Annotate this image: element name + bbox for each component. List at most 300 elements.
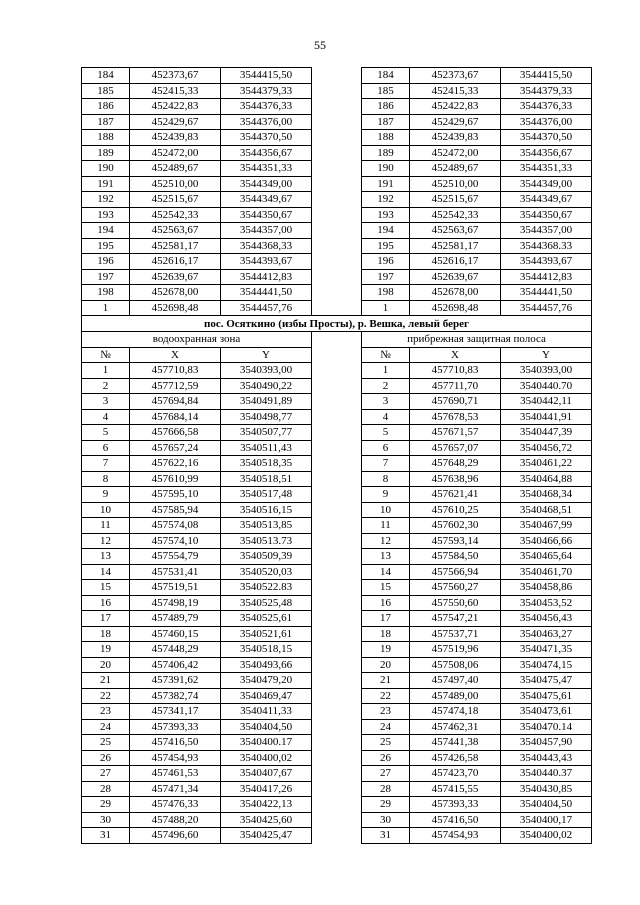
right-x-cell: 457566,94 <box>410 564 501 580</box>
right-num-cell: 29 <box>362 797 410 813</box>
table-row <box>82 176 592 192</box>
right-x-cell: 457550,60 <box>410 595 501 611</box>
right-x-cell: 457462,31 <box>410 719 501 735</box>
left-y-cell: 3540525,61 <box>221 611 312 627</box>
left-num-cell: 5 <box>82 425 130 441</box>
right-y-cell: 3544370,50 <box>501 130 592 146</box>
right-y-cell: 3540467,99 <box>501 518 592 534</box>
left-x-cell: 457712,59 <box>130 378 221 394</box>
right-num-cell: 3 <box>362 394 410 410</box>
left-y-cell: 3540490,22 <box>221 378 312 394</box>
right-num-cell: 22 <box>362 688 410 704</box>
right-y-cell: 3544415,50 <box>501 68 592 84</box>
left-x-cell: 452639,67 <box>130 269 221 285</box>
column-gap <box>312 750 362 766</box>
left-y-cell: 3540393,00 <box>221 363 312 379</box>
left-num-header: № <box>82 347 130 363</box>
left-y-cell: 3540525,48 <box>221 595 312 611</box>
right-num-cell: 11 <box>362 518 410 534</box>
left-num-cell: 25 <box>82 735 130 751</box>
right-y-cell: 3540430,85 <box>501 781 592 797</box>
left-y-cell: 3540411,33 <box>221 704 312 720</box>
left-x-cell: 457461,53 <box>130 766 221 782</box>
right-x-cell: 452373,67 <box>410 68 501 84</box>
column-gap <box>312 812 362 828</box>
left-x-cell: 457416,50 <box>130 735 221 751</box>
left-y-cell: 3540513,85 <box>221 518 312 534</box>
table-row <box>82 766 592 782</box>
right-num-cell: 2 <box>362 378 410 394</box>
left-x-cell: 457657,24 <box>130 440 221 456</box>
right-num-cell: 26 <box>362 750 410 766</box>
right-y-cell: 3544376,00 <box>501 114 592 130</box>
left-x-cell: 457391,62 <box>130 673 221 689</box>
right-y-cell: 3540441,91 <box>501 409 592 425</box>
left-y-cell: 3540425,47 <box>221 828 312 844</box>
table-row <box>82 580 592 596</box>
left-x-cell: 457622,16 <box>130 456 221 472</box>
left-y-cell: 3540517,48 <box>221 487 312 503</box>
column-gap <box>312 673 362 689</box>
page-number: 55 <box>314 38 326 52</box>
left-num-cell: 11 <box>82 518 130 534</box>
left-x-cell: 457574,10 <box>130 533 221 549</box>
left-y-cell: 3540507,77 <box>221 425 312 441</box>
right-num-cell: 190 <box>362 161 410 177</box>
column-gap <box>312 223 362 239</box>
right-y-cell: 3544356,67 <box>501 145 592 161</box>
right-y-cell: 3540447,39 <box>501 425 592 441</box>
right-num-cell: 10 <box>362 502 410 518</box>
left-num-cell: 195 <box>82 238 130 254</box>
left-y-cell: 3544349,67 <box>221 192 312 208</box>
left-y-cell: 3540498,77 <box>221 409 312 425</box>
left-y-cell: 3544393,67 <box>221 254 312 270</box>
column-gap <box>312 130 362 146</box>
right-x-cell: 452616,17 <box>410 254 501 270</box>
right-y-cell: 3540468,34 <box>501 487 592 503</box>
right-y-cell: 3540475,61 <box>501 688 592 704</box>
right-y-cell: 3544350,67 <box>501 207 592 223</box>
right-y-cell: 3540440.37 <box>501 766 592 782</box>
left-num-cell: 189 <box>82 145 130 161</box>
left-x-cell: 457666,58 <box>130 425 221 441</box>
left-num-cell: 196 <box>82 254 130 270</box>
right-x-cell: 452542,33 <box>410 207 501 223</box>
section-title: пос. Осяткино (избы Просты), р. Вешка, левый берег <box>82 316 592 332</box>
left-y-cell: 3544415,50 <box>221 68 312 84</box>
column-gap <box>312 642 362 658</box>
left-num-cell: 6 <box>82 440 130 456</box>
right-num-cell: 192 <box>362 192 410 208</box>
right-y-cell: 3540453,52 <box>501 595 592 611</box>
table-row <box>82 83 592 99</box>
left-num-cell: 21 <box>82 673 130 689</box>
left-y-cell: 3544356,67 <box>221 145 312 161</box>
column-gap <box>312 518 362 534</box>
left-y-cell: 3540518,51 <box>221 471 312 487</box>
column-gap <box>312 688 362 704</box>
right-num-cell: 198 <box>362 285 410 301</box>
right-x-cell: 452472,00 <box>410 145 501 161</box>
left-x-cell: 452515,67 <box>130 192 221 208</box>
right-x-cell: 452415,33 <box>410 83 501 99</box>
right-x-cell: 452515,67 <box>410 192 501 208</box>
table-row <box>82 145 592 161</box>
left-y-cell: 3540400.17 <box>221 735 312 751</box>
right-num-cell: 184 <box>362 68 410 84</box>
table-row <box>82 735 592 751</box>
column-gap <box>312 363 362 379</box>
right-x-cell: 457711,70 <box>410 378 501 394</box>
right-x-cell: 457489,00 <box>410 688 501 704</box>
left-num-cell: 184 <box>82 68 130 84</box>
right-y-cell: 3540466,66 <box>501 533 592 549</box>
column-gap <box>312 580 362 596</box>
table-row <box>82 704 592 720</box>
right-num-cell: 187 <box>362 114 410 130</box>
right-y-cell: 3544457,76 <box>501 300 592 316</box>
right-y-cell: 3544379,33 <box>501 83 592 99</box>
left-num-cell: 22 <box>82 688 130 704</box>
table-row <box>82 564 592 580</box>
right-num-cell: 30 <box>362 812 410 828</box>
right-num-cell: 8 <box>362 471 410 487</box>
right-num-cell: 12 <box>362 533 410 549</box>
right-x-cell: 452698,48 <box>410 300 501 316</box>
table-row <box>82 99 592 115</box>
right-y-cell: 3540440.70 <box>501 378 592 394</box>
left-num-cell: 17 <box>82 611 130 627</box>
left-x-cell: 457595,10 <box>130 487 221 503</box>
left-num-cell: 27 <box>82 766 130 782</box>
column-gap <box>312 781 362 797</box>
left-num-cell: 192 <box>82 192 130 208</box>
left-x-cell: 457694,84 <box>130 394 221 410</box>
table-row <box>82 828 592 844</box>
right-y-cell: 3540464,88 <box>501 471 592 487</box>
left-num-cell: 7 <box>82 456 130 472</box>
right-num-cell: 19 <box>362 642 410 658</box>
column-gap <box>312 378 362 394</box>
column-gap <box>312 828 362 844</box>
left-num-cell: 188 <box>82 130 130 146</box>
left-num-cell: 24 <box>82 719 130 735</box>
left-num-cell: 190 <box>82 161 130 177</box>
right-y-cell: 3540400,17 <box>501 812 592 828</box>
left-num-cell: 28 <box>82 781 130 797</box>
left-num-cell: 15 <box>82 580 130 596</box>
column-gap <box>312 394 362 410</box>
left-y-cell: 3540407,67 <box>221 766 312 782</box>
right-x-cell: 457441,38 <box>410 735 501 751</box>
table-row <box>82 363 592 379</box>
left-x-cell: 452563,67 <box>130 223 221 239</box>
left-num-cell: 193 <box>82 207 130 223</box>
left-x-cell: 457585,94 <box>130 502 221 518</box>
column-gap <box>312 440 362 456</box>
right-num-cell: 186 <box>362 99 410 115</box>
right-num-cell: 21 <box>362 673 410 689</box>
left-y-cell: 3540509,39 <box>221 549 312 565</box>
right-x-cell: 452510,00 <box>410 176 501 192</box>
coordinates-table <box>81 67 592 844</box>
table-row <box>82 797 592 813</box>
right-num-cell: 4 <box>362 409 410 425</box>
column-gap <box>312 549 362 565</box>
left-y-cell: 3544441,50 <box>221 285 312 301</box>
right-y-cell: 3540471,35 <box>501 642 592 658</box>
right-y-cell: 3540463,27 <box>501 626 592 642</box>
left-num-cell: 198 <box>82 285 130 301</box>
table-row <box>82 269 592 285</box>
right-num-cell: 193 <box>362 207 410 223</box>
left-x-cell: 452439,83 <box>130 130 221 146</box>
right-x-cell: 457690,71 <box>410 394 501 410</box>
column-gap <box>312 456 362 472</box>
table-row <box>82 394 592 410</box>
column-gap <box>312 626 362 642</box>
right-x-cell: 457602,30 <box>410 518 501 534</box>
right-num-cell: 189 <box>362 145 410 161</box>
table-row <box>82 595 592 611</box>
right-x-cell: 457497,40 <box>410 673 501 689</box>
left-y-cell: 3540422,13 <box>221 797 312 813</box>
left-y-cell: 3540522.83 <box>221 580 312 596</box>
table-row <box>82 440 592 456</box>
right-y-cell: 3544349,00 <box>501 176 592 192</box>
table-row <box>82 781 592 797</box>
table-row <box>82 642 592 658</box>
left-num-cell: 12 <box>82 533 130 549</box>
left-y-cell: 3544412,83 <box>221 269 312 285</box>
top-rows <box>82 68 592 316</box>
right-num-cell: 196 <box>362 254 410 270</box>
right-num-cell: 31 <box>362 828 410 844</box>
column-gap <box>312 176 362 192</box>
right-x-cell: 452581,17 <box>410 238 501 254</box>
column-gap <box>312 332 362 348</box>
column-gap <box>312 797 362 813</box>
right-x-cell: 452489,67 <box>410 161 501 177</box>
left-x-cell: 457454,93 <box>130 750 221 766</box>
left-x-cell: 457554,79 <box>130 549 221 565</box>
left-x-cell: 457531,41 <box>130 564 221 580</box>
table-row <box>82 207 592 223</box>
left-num-cell: 187 <box>82 114 130 130</box>
right-x-cell: 457508,06 <box>410 657 501 673</box>
right-num-cell: 191 <box>362 176 410 192</box>
right-x-cell: 457678,53 <box>410 409 501 425</box>
right-num-cell: 24 <box>362 719 410 735</box>
right-y-cell: 3540404,50 <box>501 797 592 813</box>
left-y-cell: 3544379,33 <box>221 83 312 99</box>
column-gap <box>312 145 362 161</box>
column-gap <box>312 502 362 518</box>
column-gap <box>312 471 362 487</box>
column-gap <box>312 719 362 735</box>
left-num-cell: 9 <box>82 487 130 503</box>
right-num-cell: 9 <box>362 487 410 503</box>
section-header <box>82 316 592 363</box>
right-num-cell: 7 <box>362 456 410 472</box>
left-num-cell: 4 <box>82 409 130 425</box>
table-row <box>82 487 592 503</box>
left-num-cell: 20 <box>82 657 130 673</box>
table-row <box>82 719 592 735</box>
left-num-cell: 26 <box>82 750 130 766</box>
left-y-cell: 3544357,00 <box>221 223 312 239</box>
column-headers-row <box>82 347 592 363</box>
column-gap <box>312 704 362 720</box>
table-row <box>82 688 592 704</box>
right-x-cell: 457393,33 <box>410 797 501 813</box>
right-num-cell: 188 <box>362 130 410 146</box>
left-y-cell: 3540491,89 <box>221 394 312 410</box>
right-y-cell: 3540393,00 <box>501 363 592 379</box>
right-num-cell: 16 <box>362 595 410 611</box>
left-y-cell: 3540479,20 <box>221 673 312 689</box>
left-x-cell: 457519,51 <box>130 580 221 596</box>
table-row <box>82 657 592 673</box>
table-row <box>82 549 592 565</box>
right-x-cell: 452439,83 <box>410 130 501 146</box>
right-x-cell: 452422,83 <box>410 99 501 115</box>
table-row <box>82 812 592 828</box>
left-x-cell: 452373,67 <box>130 68 221 84</box>
left-x-cell: 457476,33 <box>130 797 221 813</box>
right-num-cell: 1 <box>362 300 410 316</box>
column-gap <box>312 83 362 99</box>
right-x-cell: 452678,00 <box>410 285 501 301</box>
left-num-cell: 30 <box>82 812 130 828</box>
right-zone-title: прибрежная защитная полоса <box>362 332 592 348</box>
left-y-cell: 3540511,43 <box>221 440 312 456</box>
left-x-cell: 452472,00 <box>130 145 221 161</box>
left-y-cell: 3544351,33 <box>221 161 312 177</box>
left-x-cell: 457448,29 <box>130 642 221 658</box>
right-num-cell: 17 <box>362 611 410 627</box>
right-y-cell: 3544393,67 <box>501 254 592 270</box>
column-gap <box>312 300 362 316</box>
right-x-cell: 452639,67 <box>410 269 501 285</box>
left-num-cell: 23 <box>82 704 130 720</box>
right-x-cell: 457593,14 <box>410 533 501 549</box>
right-num-cell: 5 <box>362 425 410 441</box>
column-gap <box>312 487 362 503</box>
column-gap <box>312 285 362 301</box>
table-row <box>82 192 592 208</box>
right-x-cell: 457671,57 <box>410 425 501 441</box>
left-y-cell: 3540425,60 <box>221 812 312 828</box>
right-num-cell: 1 <box>362 363 410 379</box>
right-num-cell: 194 <box>362 223 410 239</box>
column-gap <box>312 192 362 208</box>
right-x-cell: 457610,25 <box>410 502 501 518</box>
left-y-cell: 3540521,61 <box>221 626 312 642</box>
right-y-cell: 3540470.14 <box>501 719 592 735</box>
right-x-cell: 457547,21 <box>410 611 501 627</box>
right-x-cell: 457415,55 <box>410 781 501 797</box>
right-num-cell: 20 <box>362 657 410 673</box>
left-num-cell: 2 <box>82 378 130 394</box>
left-y-cell: 3540400,02 <box>221 750 312 766</box>
left-x-cell: 457460,15 <box>130 626 221 642</box>
right-y-cell: 3540461,70 <box>501 564 592 580</box>
left-num-cell: 3 <box>82 394 130 410</box>
table-row <box>82 238 592 254</box>
right-x-cell: 457621,41 <box>410 487 501 503</box>
left-x-cell: 452698,48 <box>130 300 221 316</box>
left-zone-title: водоохранная зона <box>82 332 312 348</box>
column-gap <box>312 114 362 130</box>
right-x-cell: 457416,50 <box>410 812 501 828</box>
right-x-cell: 457657,07 <box>410 440 501 456</box>
column-gap <box>312 238 362 254</box>
right-y-cell: 3540461,22 <box>501 456 592 472</box>
right-y-cell: 3544351,33 <box>501 161 592 177</box>
left-num-cell: 18 <box>82 626 130 642</box>
right-y-cell: 3540443,43 <box>501 750 592 766</box>
right-y-cell: 3540468,51 <box>501 502 592 518</box>
right-y-cell: 3540465,64 <box>501 549 592 565</box>
right-y-cell: 3544441,50 <box>501 285 592 301</box>
left-num-cell: 14 <box>82 564 130 580</box>
left-num-cell: 186 <box>82 99 130 115</box>
table-row <box>82 626 592 642</box>
left-num-cell: 191 <box>82 176 130 192</box>
left-num-cell: 29 <box>82 797 130 813</box>
left-y-cell: 3540516,15 <box>221 502 312 518</box>
left-x-cell: 457406,42 <box>130 657 221 673</box>
right-x-cell: 457426,58 <box>410 750 501 766</box>
right-num-cell: 15 <box>362 580 410 596</box>
left-num-cell: 19 <box>82 642 130 658</box>
left-y-cell: 3540469,47 <box>221 688 312 704</box>
right-x-cell: 457454,93 <box>410 828 501 844</box>
right-x-cell: 452429,67 <box>410 114 501 130</box>
left-y-header: Y <box>221 347 312 363</box>
left-x-cell: 452429,67 <box>130 114 221 130</box>
left-num-cell: 16 <box>82 595 130 611</box>
left-y-cell: 3544368,33 <box>221 238 312 254</box>
right-y-cell: 3540474,15 <box>501 657 592 673</box>
left-num-cell: 31 <box>82 828 130 844</box>
right-y-cell: 3544357,00 <box>501 223 592 239</box>
table-row <box>82 502 592 518</box>
column-gap <box>312 611 362 627</box>
table-row <box>82 161 592 177</box>
right-y-header: Y <box>501 347 592 363</box>
table-row <box>82 378 592 394</box>
column-gap <box>312 161 362 177</box>
left-num-cell: 1 <box>82 300 130 316</box>
right-num-cell: 18 <box>362 626 410 642</box>
table-row <box>82 611 592 627</box>
table-row <box>82 673 592 689</box>
right-y-cell: 3540456,72 <box>501 440 592 456</box>
left-x-cell: 457382,74 <box>130 688 221 704</box>
left-x-cell: 457498,19 <box>130 595 221 611</box>
left-x-header: X <box>130 347 221 363</box>
left-y-cell: 3540520,03 <box>221 564 312 580</box>
right-num-cell: 195 <box>362 238 410 254</box>
left-x-cell: 457496,60 <box>130 828 221 844</box>
left-y-cell: 3544349,00 <box>221 176 312 192</box>
left-y-cell: 3540518,15 <box>221 642 312 658</box>
left-y-cell: 3540417,26 <box>221 781 312 797</box>
right-y-cell: 3540457,90 <box>501 735 592 751</box>
